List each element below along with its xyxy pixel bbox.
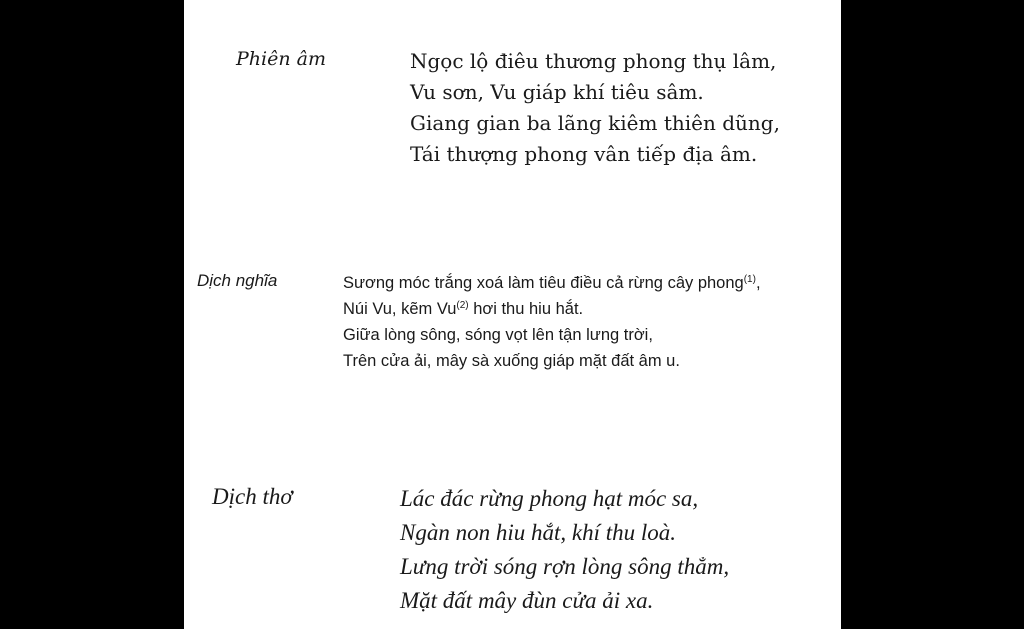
line-text: Núi Vu, kẽm Vu	[343, 300, 457, 318]
line-text: Sương móc trắng xoá làm tiêu điều cả rừng cây phong	[343, 274, 744, 292]
verse-line	[343, 270, 761, 296]
label-phien-am: Phiên âm	[236, 48, 326, 70]
verse-line: Lưng trời sóng rợn lòng sông thẳm,	[400, 554, 730, 579]
document-page	[184, 0, 841, 629]
verse-line: Giang gian ba lãng kiêm thiên dũng,	[410, 111, 780, 135]
verse-phien-am	[410, 46, 780, 170]
verse-dich-nghia	[343, 270, 761, 374]
verse-line: Ngọc lộ điêu thương phong thụ lâm,	[410, 49, 777, 73]
verse-dich-tho	[400, 482, 729, 618]
verse-line: Ngàn non hiu hắt, khí thu loà.	[400, 520, 676, 545]
verse-line: Giữa lòng sông, sóng vọt lên tận lưng trời,	[343, 326, 653, 344]
label-dich-tho: Dịch thơ	[212, 484, 293, 509]
verse-line: Trên cửa ải, mây sà xuống giáp mặt đất âm u.	[343, 352, 680, 370]
verse-line	[343, 296, 761, 322]
footnote-ref-2: (2)	[456, 300, 469, 311]
footnote-ref-1: (1)	[743, 274, 756, 285]
line-end: ,	[755, 274, 761, 292]
line-end: hơi thu hiu hắt.	[468, 300, 584, 318]
verse-line: Vu sơn, Vu giáp khí tiêu sâm.	[410, 80, 704, 104]
verse-line: Mặt đất mây đùn cửa ải xa.	[400, 588, 654, 613]
verse-line: Tái thượng phong vân tiếp địa âm.	[410, 142, 758, 166]
verse-line: Lác đác rừng phong hạt móc sa,	[400, 486, 699, 511]
label-dich-nghia: Dịch nghĩa	[197, 271, 278, 290]
